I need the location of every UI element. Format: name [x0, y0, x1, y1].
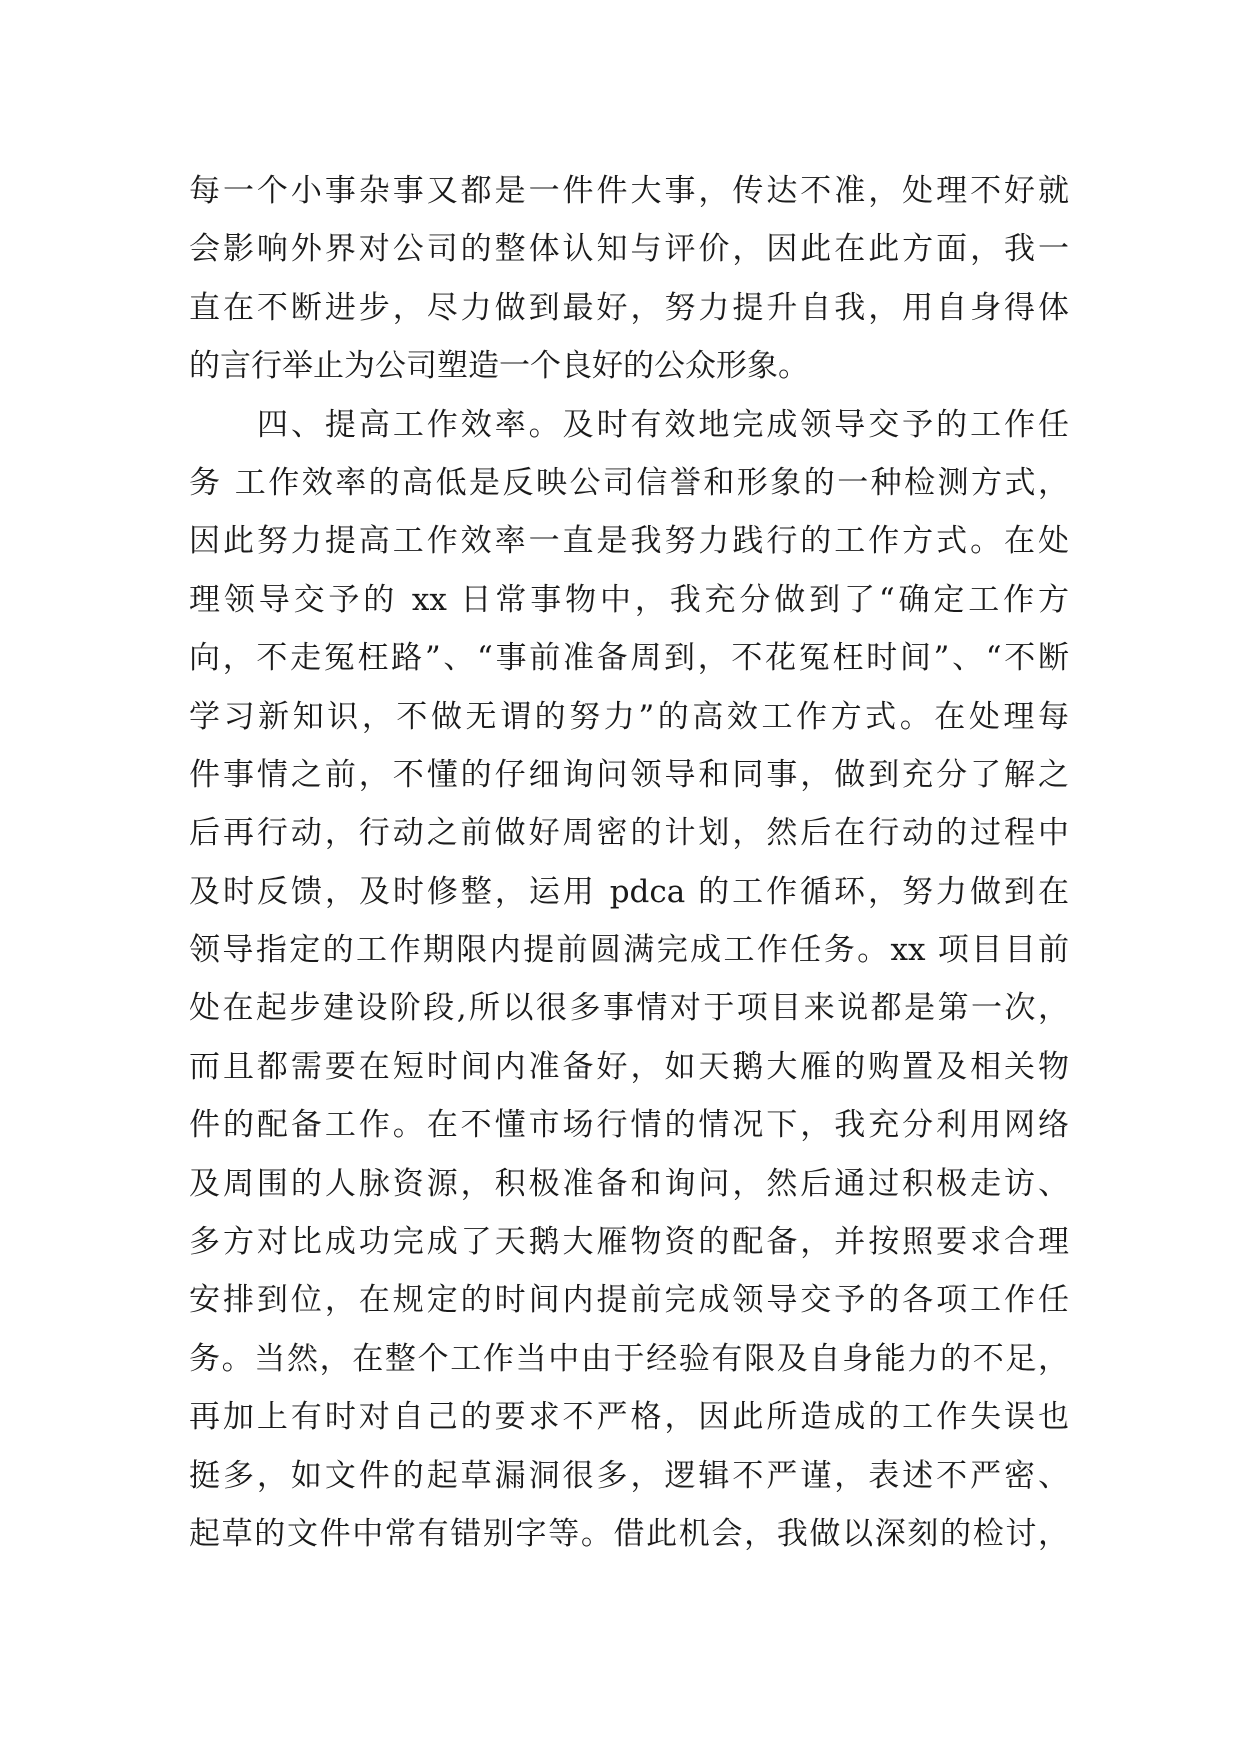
- text-line: 直在不断进步，尽力做到最好，努力提升自我，用自身得体: [189, 289, 1069, 326]
- text-line: 挺多，如文件的起草漏洞很多，逻辑不严谨，表述不严密、: [189, 1457, 1069, 1494]
- text-line: 处在起步建设阶段,所以很多事情对于项目来说都是第一次，: [189, 990, 1069, 1027]
- text-line: 四、提高工作效率。及时有效地完成领导交予的工作任: [257, 406, 1069, 443]
- text-line: 及时反馈，及时修整，运用 pdca 的工作循环，努力做到在: [189, 873, 1069, 910]
- text-line: 及周围的人脉资源，积极准备和询问，然后通过积极走访、: [189, 1165, 1069, 1202]
- text-line: 每一个小事杂事又都是一件件大事，传达不准，处理不好就: [189, 173, 1069, 209]
- text-line: 起草的文件中常有错别字等。借此机会，我做以深刻的检讨，: [189, 1515, 1069, 1552]
- text-line: 件的配备工作。在不懂市场行情的情况下，我充分利用网络: [189, 1107, 1069, 1144]
- text-line: 务。当然，在整个工作当中由于经验有限及自身能力的不足，: [189, 1340, 1069, 1377]
- text-line: 后再行动，行动之前做好周密的计划，然后在行动的过程中: [189, 815, 1069, 852]
- text-line: 向，不走冤枉路”、“事前准备周到，不花冤枉时间”、“不断: [189, 640, 1069, 677]
- text-line: 因此努力提高工作效率一直是我努力践行的工作方式。在处: [189, 523, 1069, 560]
- text-line: 理领导交予的 xx 日常事物中，我充分做到了“确定工作方: [189, 581, 1069, 618]
- text-line: 会影响外界对公司的整体认知与评价，因此在此方面，我一: [189, 231, 1069, 268]
- text-line: 学习新知识，不做无谓的努力”的高效工作方式。在处理每: [189, 698, 1069, 735]
- text-line: 务 工作效率的高低是反映公司信誉和形象的一种检测方式，: [189, 464, 1069, 501]
- text-line: 的言行举止为公司塑造一个良好的公众形象。: [189, 348, 809, 385]
- body-text: [189, 162, 1069, 1563]
- text-line: 安排到位，在规定的时间内提前完成领导交予的各项工作任: [189, 1282, 1069, 1319]
- text-line: 件事情之前，不懂的仔细询问领导和同事，做到充分了解之: [189, 756, 1069, 793]
- text-line: 多方对比成功完成了天鹅大雁物资的配备，并按照要求合理: [189, 1224, 1069, 1261]
- text-line: 而且都需要在短时间内准备好，如天鹅大雁的购置及相关物: [189, 1048, 1069, 1085]
- text-line: 再加上有时对自己的要求不严格，因此所造成的工作失误也: [189, 1399, 1069, 1436]
- text-line: 领导指定的工作期限内提前圆满完成工作任务。xx 项目目前: [189, 932, 1069, 969]
